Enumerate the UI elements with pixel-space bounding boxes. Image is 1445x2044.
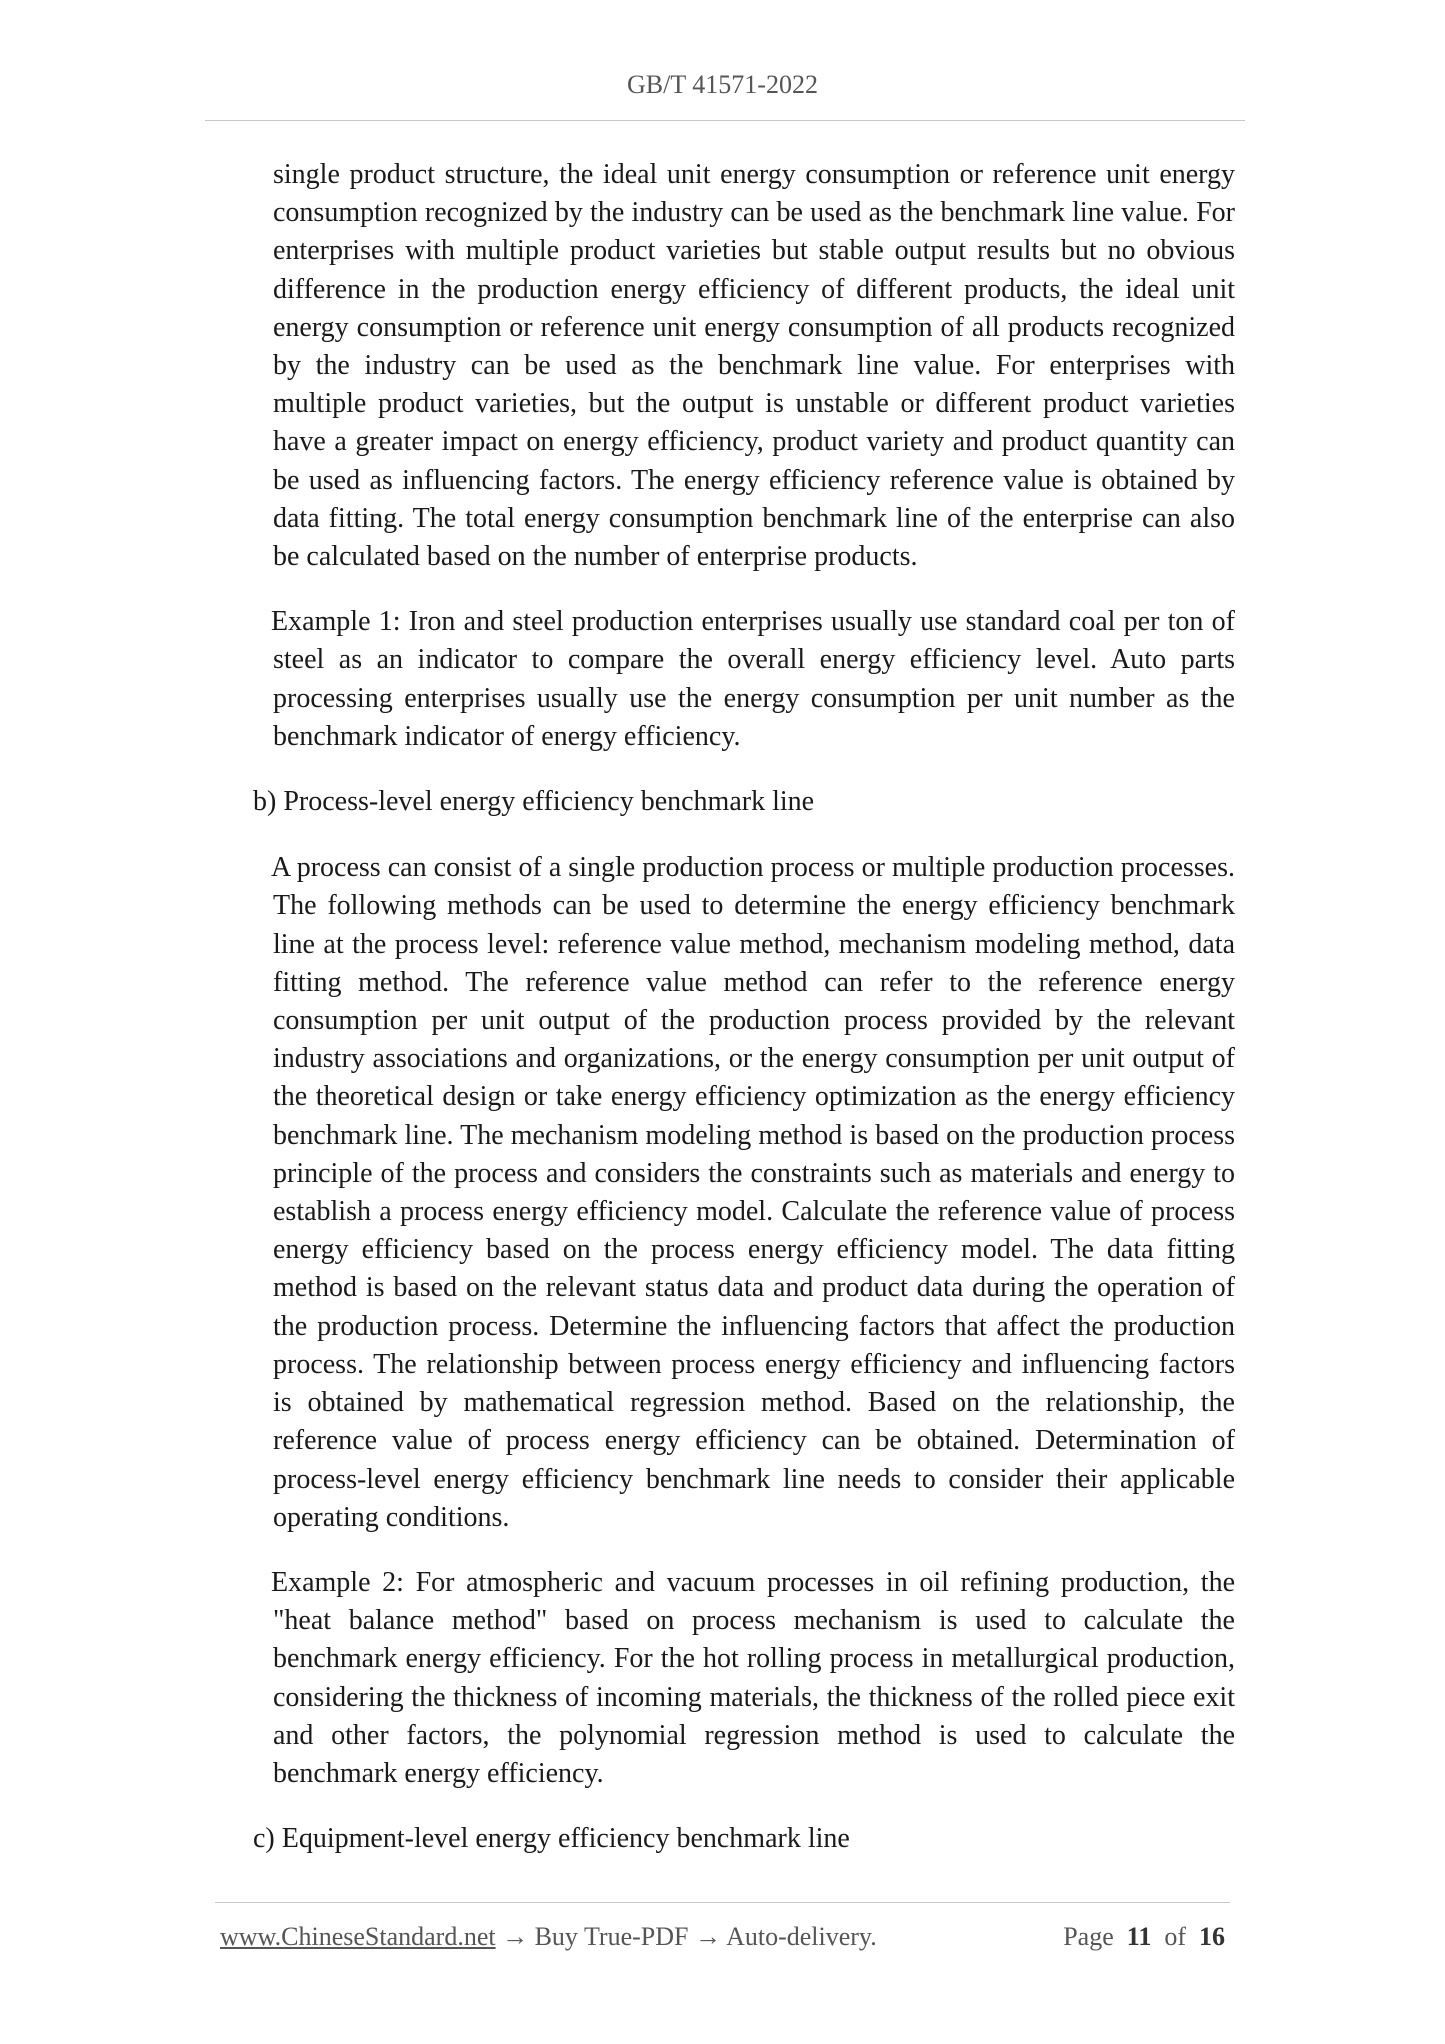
buy-pdf-text: Buy True-PDF bbox=[534, 1922, 689, 1951]
page-label: Page bbox=[1063, 1922, 1114, 1951]
arrow-right-icon: → bbox=[495, 1922, 535, 1951]
footer-promo bbox=[220, 1922, 877, 1952]
auto-delivery-text: Auto-delivery. bbox=[726, 1922, 877, 1951]
page-current: 11 bbox=[1126, 1922, 1152, 1951]
arrow-right-icon: → bbox=[688, 1922, 727, 1951]
example-1: Example 1: Iron and steel production enterprises usually use standard coal per ton of steel as an indicator to compare the overall energy efficiency level. Auto parts processing enterprises usually use the energy consumption per unit number as the benchmark indicator of energy efficiency. bbox=[271, 606, 1235, 752]
page-number bbox=[1063, 1922, 1225, 1952]
site-link[interactable]: www.ChineseStandard.net bbox=[220, 1922, 496, 1951]
page-total: 16 bbox=[1199, 1922, 1225, 1951]
page-header: GB/T 41571-2022 bbox=[627, 70, 818, 99]
list-item-b: b) Process-level energy efficiency benchmark line bbox=[253, 786, 815, 818]
footer-divider bbox=[215, 1902, 1230, 1903]
example-2: Example 2: For atmospheric and vacuum processes in oil refining production, the "heat balance method" based on process mechanism is used to calculate the benchmark energy efficiency. For the hot rolling process in metallurgical production, considering the thickness of incoming materials, the thickness of the rolled piece exit and other factors, the polynomial regression method is used to calculate the benchmark energy efficiency. bbox=[271, 1566, 1235, 1789]
list-item-c: c) Equipment-level energy efficiency benchmark line bbox=[253, 1823, 850, 1855]
header-divider bbox=[205, 120, 1245, 121]
of-label: of bbox=[1164, 1922, 1186, 1951]
paragraph-enterprise-level: single product structure, the ideal unit energy consumption or reference unit energy consumption recognized by the industry can be used as the benchmark line value. For enterprises with multiple product varieties but stable output results but no obvious difference in the production energy efficiency of different products, the ideal unit energy consumption or reference unit energy consumption of all products recognized by the industry can be used as the benchmark line value. For enterprises with multiple product varieties, but the output is unstable or different product varieties have a greater impact on energy efficiency, product variety and product quantity can be used as influencing factors. The energy efficiency reference value is obtained by data fitting. The total energy consumption benchmark line of the enterprise can also be calculated based on the number of enterprise products. bbox=[273, 159, 1235, 573]
document-body bbox=[253, 156, 1235, 1886]
paragraph-process-level: A process can consist of a single production process or multiple production processes. The following methods can be used to determine the energy efficiency benchmark line at the process level: reference value method, mechanism modeling method, data fitting method. The reference value method can refer to the reference energy consumption per unit output of the production process provided by the relevant industry associations and organizations, or the energy consumption per unit output of the theoretical design or take energy efficiency optimization as the energy efficiency benchmark line. The mechanism modeling method is based on the production process principle of the process and considers the constraints such as materials and energy to establish a process energy efficiency model. Calculate the reference value of process energy efficiency based on the process energy efficiency model. The data fitting method is based on the relevant status data and product data during the operation of the production process. Determine the influencing factors that affect the production process. The relationship between process energy efficiency and influencing factors is obtained by mathematical regression method. Based on the relationship, the reference value of process energy efficiency can be obtained. Determination of process-level energy efficiency benchmark line needs to consider their applicable operating conditions. bbox=[271, 852, 1235, 1533]
